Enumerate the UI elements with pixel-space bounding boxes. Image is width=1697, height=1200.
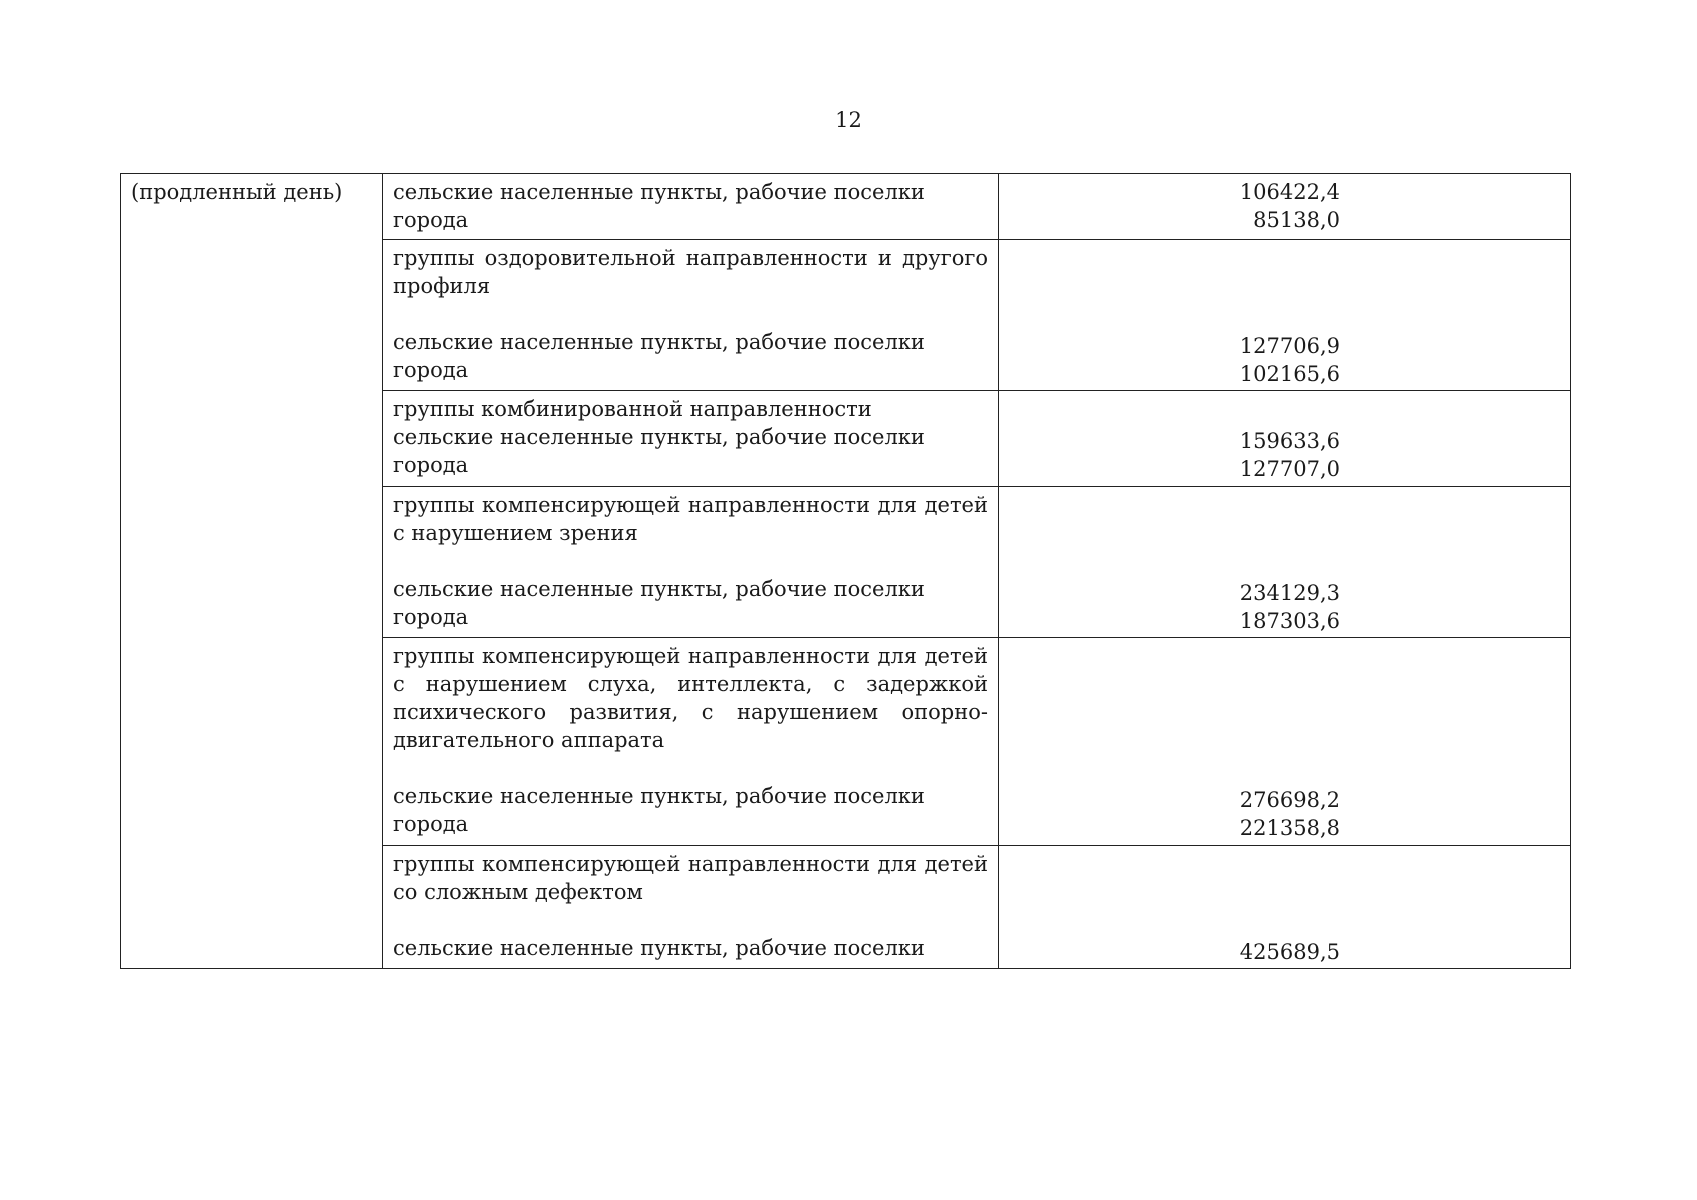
value-cell	[999, 391, 1571, 487]
description-cell	[383, 487, 999, 638]
value-cell	[999, 240, 1571, 391]
description-cell	[383, 638, 999, 846]
table-row	[121, 174, 1571, 240]
sub-label: города	[393, 605, 469, 629]
group-heading: группы компенсирующей направленности для детей со сложным дефектом	[393, 852, 988, 904]
page-number: 12	[835, 108, 862, 132]
value-cell	[999, 638, 1571, 846]
value: 127707,0	[1239, 457, 1340, 481]
sub-label: сельские населенные пункты, рабочие поселки	[393, 425, 925, 449]
value: 425689,5	[1239, 940, 1340, 964]
category-cell	[121, 174, 383, 969]
sub-label: сельские населенные пункты, рабочие поселки	[393, 330, 925, 354]
group-heading: группы комбинированной направленности	[393, 397, 872, 421]
value: 234129,3	[1239, 581, 1340, 605]
description-cell	[383, 391, 999, 487]
value: 187303,6	[1239, 609, 1340, 633]
description-cell	[383, 846, 999, 969]
sub-label: сельские населенные пункты, рабочие поселки	[393, 784, 925, 808]
value: 102165,6	[1239, 362, 1340, 386]
description-cell	[383, 174, 999, 240]
value-cell	[999, 846, 1571, 969]
group-heading: группы компенсирующей направленности для детей с нарушением зрения	[393, 493, 988, 545]
sub-label: сельские населенные пункты, рабочие поселки	[393, 936, 925, 960]
value: 159633,6	[1239, 429, 1340, 453]
group-heading: группы оздоровительной направленности и другого профиля	[393, 246, 988, 298]
sub-label: города	[393, 208, 469, 232]
value-cell	[999, 487, 1571, 638]
value: 221358,8	[1239, 816, 1340, 840]
value-cell	[999, 174, 1571, 240]
value: 276698,2	[1239, 788, 1340, 812]
value: 127706,9	[1239, 334, 1340, 358]
sub-label: сельские населенные пункты, рабочие поселки	[393, 577, 925, 601]
sub-label: города	[393, 812, 469, 836]
category-label: (продленный день)	[131, 180, 343, 204]
group-heading: группы компенсирующей направленности для детей с нарушением слуха, интеллекта, с задержкой психического развития, с нарушением опорно-двигательного аппарата	[393, 644, 988, 752]
value: 106422,4	[1239, 180, 1340, 204]
rates-table	[120, 173, 1571, 969]
description-cell	[383, 240, 999, 391]
value: 85138,0	[1253, 208, 1340, 232]
sub-label: города	[393, 453, 469, 477]
sub-label: города	[393, 358, 469, 382]
sub-label: сельские населенные пункты, рабочие поселки	[393, 180, 925, 204]
